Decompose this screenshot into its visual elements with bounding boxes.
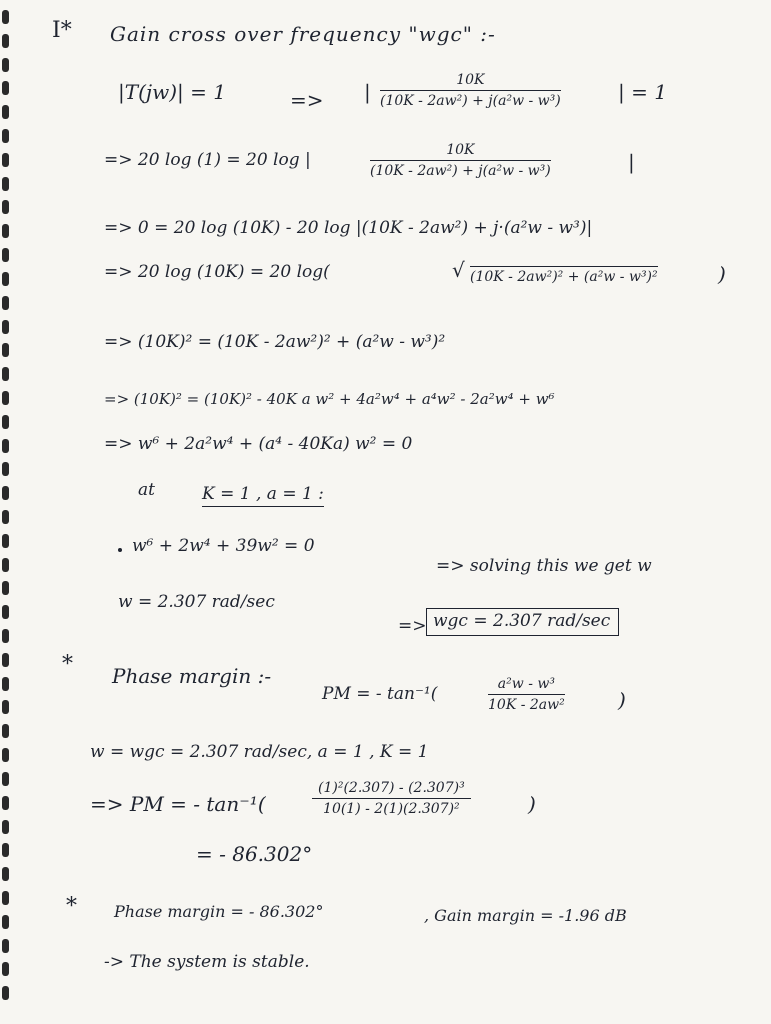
spiral-hole [2,391,9,405]
fraction-numerator: a²w - w³ [488,676,565,695]
spiral-hole [2,439,9,453]
equation-expanded: => (10K)² = (10K)² - 40K a w² + 4a²w⁴ + a⁴w² - 2a²w⁴ + w⁶ [104,390,555,408]
spiral-hole [2,248,9,262]
fraction-magnitude [376,72,565,109]
equation-polynomial: => w⁶ + 2a²w⁴ + (a⁴ - 40Ka) w² = 0 [104,434,413,454]
bullet-dot [118,548,122,552]
bullet-star: I* [52,18,72,43]
result-omega: w = 2.307 rad/sec [118,592,275,612]
close-paren: ) [618,688,626,712]
boxed-result-wgc: wgc = 2.307 rad/sec [426,608,619,636]
result-pm: = - 86.302° [196,842,313,866]
spiral-hole [2,129,9,143]
equals-one: | = 1 [618,80,667,104]
spiral-hole [2,486,9,500]
implies-arrow: => [398,616,427,636]
equation-sqrt-form: => 20 log (10K) = 20 log( [104,262,330,282]
spiral-hole [2,581,9,595]
spiral-hole [2,200,9,214]
close-paren: ) [718,262,726,286]
fraction-log [366,142,555,179]
spiral-hole [2,153,9,167]
close-paren: ) [528,792,536,816]
equation-log-difference: => 0 = 20 log (10K) - 20 log |(10K - 2aw²) + j·(a²w - w³)| [104,218,593,238]
spiral-hole [2,343,9,357]
fraction-numerator: (1)²(2.307) - (2.307)³ [312,780,471,799]
spiral-hole [2,724,9,738]
equation-pm-substituted: => PM = - tan⁻¹( [90,792,266,816]
fraction-pm [484,676,569,713]
equation-substituted: w⁶ + 2w⁴ + 39w² = 0 [132,536,315,556]
condition-k-a: K = 1 , a = 1 : [202,484,324,507]
spiral-hole [2,677,9,691]
fraction-pm-numeric [308,780,475,817]
spiral-hole [2,272,9,286]
bullet-star: * [66,894,77,919]
spiral-hole [2,177,9,191]
spiral-binding [0,0,18,1024]
summary-phase-margin: Phase margin = - 86.302° [114,902,324,921]
fraction-denominator: (10K - 2aw²) + j(a²w - w³) [370,163,551,179]
summary-gain-margin: , Gain margin = -1.96 dB [424,906,627,925]
spiral-hole [2,915,9,929]
spiral-hole [2,224,9,238]
spiral-hole [2,105,9,119]
spiral-hole [2,462,9,476]
sqrt-radicand: (10K - 2aw²)² + (a²w - w³)² [470,266,658,285]
fraction-numerator: 10K [380,72,561,91]
heading-gain-crossover: Gain cross over frequency "wgc" :- [110,22,496,46]
bullet-star: * [62,652,73,677]
fraction-denominator: 10K - 2aw² [488,697,565,713]
spiral-hole [2,510,9,524]
equation-pm: PM = - tan⁻¹( [322,684,438,704]
fraction-denominator: 10(1) - 2(1)(2.307)² [323,801,460,817]
spiral-hole [2,605,9,619]
spiral-hole [2,986,9,1000]
spiral-hole [2,772,9,786]
sqrt-sign: √ [452,258,465,282]
spiral-hole [2,58,9,72]
implies-arrow: => [290,88,324,112]
spiral-hole [2,748,9,762]
spiral-hole [2,534,9,548]
spiral-hole [2,320,9,334]
spiral-hole [2,820,9,834]
spiral-hole [2,558,9,572]
abs-bar: | [628,150,635,174]
equation-squared: => (10K)² = (10K - 2aw²)² + (a²w - w³)² [104,332,446,352]
spiral-hole [2,296,9,310]
spiral-hole [2,891,9,905]
spiral-hole [2,867,9,881]
spiral-hole [2,367,9,381]
substitution-values: w = wgc = 2.307 rad/sec, a = 1 , K = 1 [90,742,429,762]
spiral-hole [2,10,9,24]
spiral-hole [2,415,9,429]
spiral-hole [2,843,9,857]
spiral-hole [2,939,9,953]
spiral-hole [2,700,9,714]
equation-magnitude-unity: |T(jw)| = 1 [118,80,226,104]
equation-log-form: => 20 log (1) = 20 log | [104,150,311,170]
fraction-denominator: (10K - 2aw²) + j(a²w - w³) [380,93,561,109]
heading-phase-margin: Phase margin :- [112,664,272,688]
spiral-hole [2,629,9,643]
fraction-numerator: 10K [370,142,551,161]
spiral-hole [2,962,9,976]
note-solving: => solving this we get w [436,556,652,576]
abs-bar: | [364,80,371,104]
spiral-hole [2,796,9,810]
label-at: at [138,480,155,500]
spiral-hole [2,34,9,48]
spiral-hole [2,653,9,667]
spiral-hole [2,81,9,95]
conclusion-stable: -> The system is stable. [104,952,310,972]
